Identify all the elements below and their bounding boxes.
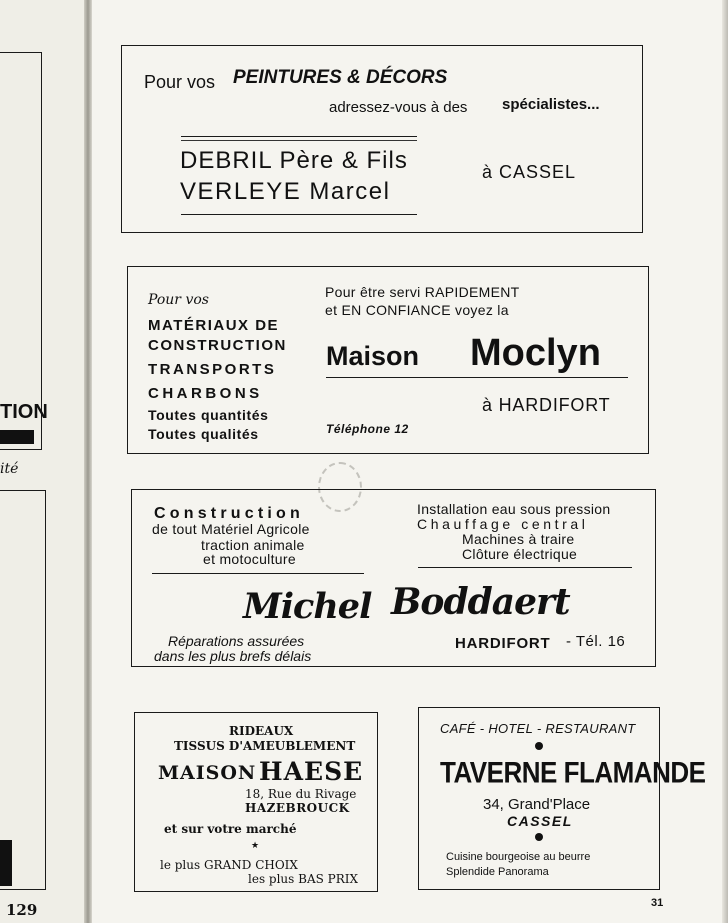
ad4-street: 18, Rue du Rivage — [245, 787, 357, 801]
ad3-repair1: Réparations assurées — [168, 633, 305, 649]
ad2-pour-vos: Pour vos — [148, 292, 209, 308]
ad4-line1: RIDEAUX — [229, 724, 294, 738]
ad4-choice1: le plus GRAND CHOIX — [160, 858, 298, 872]
ad2-item-charbons: CHARBONS — [148, 385, 263, 402]
ad3-name-last: Boddaert — [391, 581, 570, 623]
ad5-name: TAVERNE FLAMANDE — [440, 754, 706, 790]
ad2-phone: Téléphone 12 — [326, 422, 409, 436]
ad3-repair2: dans les plus brefs délais — [154, 648, 312, 664]
left-page-number: 129 — [6, 901, 38, 919]
ad1-rule-top-2 — [181, 140, 417, 141]
ad2-item-transports: TRANSPORTS — [148, 361, 277, 378]
ad4-choice2: les plus BAS PRIX — [248, 872, 359, 886]
ad4-market: et sur votre marché — [164, 822, 297, 836]
ad3-city: HARDIFORT — [455, 635, 551, 652]
ad3-rule-right — [418, 567, 632, 568]
ad5-city: CASSEL — [507, 813, 573, 829]
ad4-maison: MAISON — [158, 762, 257, 784]
ad2-qty1: Toutes quantités — [148, 407, 269, 423]
ad3-rule-left — [152, 573, 364, 574]
left-black-bar — [0, 430, 34, 444]
left-page — [0, 0, 88, 923]
left-fragment-tion: TION — [0, 401, 48, 423]
ad1-rule-top — [181, 136, 417, 137]
ad1-rule-bottom — [181, 214, 417, 215]
left-fragment-ite: ité — [0, 461, 19, 477]
ad1-name-verleye: VERLEYE Marcel — [180, 178, 391, 205]
ad2-maison: Maison — [326, 341, 420, 371]
ad1-name-debril: DEBRIL Père & Fils — [180, 147, 408, 174]
page-edge — [722, 0, 728, 923]
ad4-city: HAZEBROUCK — [245, 801, 350, 815]
ad3-line2: traction animale — [201, 537, 305, 553]
ad2-serve1: Pour être servi RAPIDEMENT — [325, 284, 520, 300]
ad3-right3: Machines à traire — [462, 531, 575, 547]
ad1-city: à CASSEL — [482, 162, 577, 182]
ad3-tel: - Tél. 16 — [566, 633, 626, 650]
ad1-intro-pour: Pour vos — [144, 72, 216, 92]
ad2-item-construction: CONSTRUCTION — [148, 337, 287, 354]
left-black-mark — [0, 840, 12, 886]
ad5-cuisine: Cuisine bourgeoise au beurre — [446, 851, 591, 863]
ad1-specialistes: spécialistes... — [502, 96, 600, 113]
ad3-right4: Clôture électrique — [462, 546, 578, 562]
ad3-right1: Installation eau sous pression — [417, 501, 611, 517]
ad2-moclyn: Moclyn — [470, 332, 601, 374]
ad5-panorama: Splendide Panorama — [446, 866, 549, 878]
left-ad-frame-bottom — [0, 490, 46, 890]
ad2-rule — [326, 377, 628, 378]
ad2-qty2: Toutes qualités — [148, 426, 259, 442]
book-gutter — [84, 0, 92, 923]
ad4-line2: TISSUS D'AMEUBLEMENT — [174, 739, 356, 753]
ad3-name-first: Michel — [243, 586, 372, 627]
left-ad-frame-top — [0, 52, 42, 450]
ad3-right2: Chauffage central — [417, 516, 589, 532]
ad3-construction: Construction — [154, 505, 304, 522]
ad5-dot-bottom — [535, 833, 543, 841]
ad3-line1: de tout Matériel Agricole — [152, 521, 310, 537]
ad2-city: à HARDIFORT — [482, 395, 611, 415]
right-page-number: 31 — [651, 897, 664, 909]
ad2-item-materiaux: MATÉRIAUX DE — [148, 317, 280, 334]
ad4-star: ★ — [251, 840, 260, 850]
ad1-intro-bold: PEINTURES & DÉCORS — [233, 67, 448, 88]
ad1-adressez: adressez-vous à des — [329, 99, 468, 116]
ad2-serve2: et EN CONFIANCE voyez la — [325, 302, 509, 318]
ad4-haese: HAESE — [259, 757, 364, 786]
ad3-line3: et motoculture — [203, 551, 296, 567]
ad5-address: 34, Grand'Place — [483, 796, 591, 813]
ad5-dot-top — [535, 742, 543, 750]
ad5-header: CAFÉ - HOTEL - RESTAURANT — [440, 721, 636, 736]
